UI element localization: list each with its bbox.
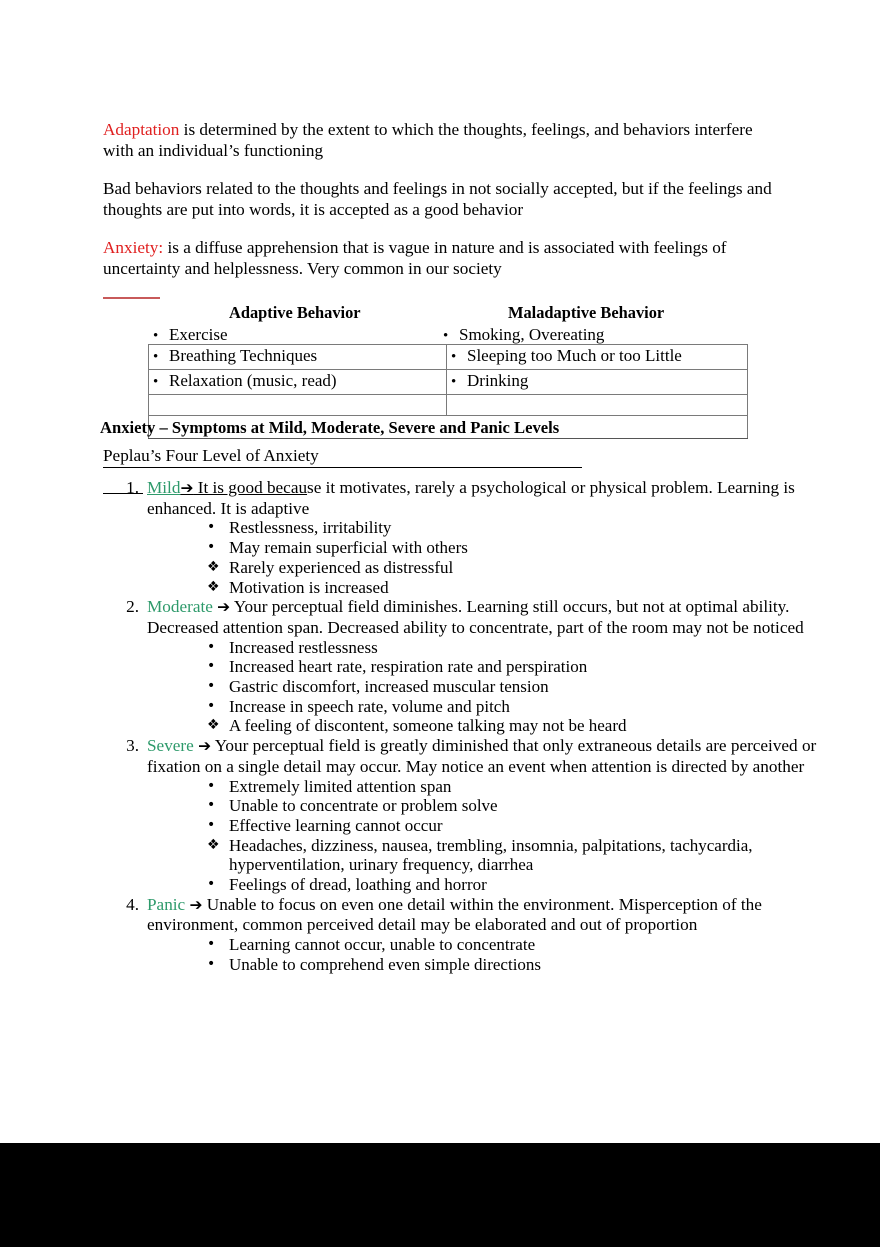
behavior-table-top-row (103, 325, 778, 345)
level-lead (147, 895, 822, 935)
list-item-level-4 (126, 894, 822, 975)
bullet-text: Rarely experienced as distressful (229, 557, 454, 577)
bullet-dot-icon: • (207, 816, 216, 833)
table-row-footer (149, 416, 748, 439)
behavior-table (100, 344, 748, 439)
list-item (207, 935, 822, 955)
bullet-diamond-icon: ❖ (207, 717, 220, 734)
bullet-diamond-icon: ❖ (207, 578, 220, 595)
bullet-diamond-icon: ❖ (207, 836, 220, 853)
list-item (207, 697, 822, 717)
bullet-text: Feelings of dread, loathing and horror (229, 875, 487, 895)
level-lead (147, 597, 822, 637)
arrow-icon: ➔ (198, 737, 212, 756)
bullet-text: Learning cannot occur, unable to concentrate (229, 935, 536, 955)
bullet-dot-icon: • (207, 936, 216, 953)
level-lead-rest: Unable to focus on even one detail within the environment. Misperception of the environment, common perceived detail may be elaborated and out of proportion (147, 894, 762, 935)
list-item (207, 538, 822, 558)
paragraph-bad-behaviors (103, 179, 778, 220)
cell-footer (100, 416, 748, 439)
bullet-text: Restlessness, irritability (229, 518, 392, 538)
bottom-black-band (0, 1143, 880, 1247)
arrow-icon: ➔ (180, 479, 194, 497)
bullet-text: May remain superficial with others (229, 538, 468, 558)
bullet-dot-icon: • (207, 777, 216, 794)
header-maladaptive-behavior: Maladaptive Behavior (508, 303, 665, 322)
paragraph-adaptation-text: is determined by the extent to which the thoughts, feelings, and behaviors interfere with an individual’s functioning (103, 120, 753, 160)
list-item-level-1 (126, 478, 822, 597)
bullet-dot-icon: • (207, 638, 216, 655)
list-number: 3 . (119, 736, 139, 756)
bullet-text: Increase in speech rate, volume and pitch (229, 696, 510, 716)
bullet-dot-icon: • (207, 519, 216, 536)
table-row (149, 370, 748, 395)
list-number: 1 . (119, 478, 139, 498)
level-label-mild: Mild (147, 478, 181, 497)
arrow-icon: ➔ (217, 598, 231, 617)
paragraph-anxiety (103, 238, 778, 279)
bullet-dot-icon: • (207, 876, 216, 893)
list-item (207, 638, 822, 658)
bullet-text: Increased heart rate, respiration rate and perspiration (229, 657, 588, 677)
peplau-heading: Peplau’s Four Level of Anxiety (103, 446, 582, 468)
header-adaptive-behavior: Adaptive Behavior (229, 303, 361, 322)
level-4-bullets (147, 935, 822, 974)
footer-text: Anxiety – Symptoms at Mild, Moderate, Severe and Panic Levels (100, 418, 560, 437)
list-number: 2 . (119, 597, 139, 617)
level-lead-underlined: It is good becau (193, 478, 308, 497)
list-item (207, 836, 822, 875)
bullet-text: Effective learning cannot occur (229, 815, 443, 835)
bullet-dot-icon: • (207, 955, 216, 972)
bullet-text: Extremely limited attention span (229, 776, 452, 796)
cell-maladaptive: • Sleeping too Much or too Little (447, 345, 748, 370)
table-row-empty (149, 395, 748, 416)
list-number: 4 . (119, 895, 139, 915)
level-1-bullets (147, 518, 822, 597)
cell-adaptive: • Breathing Techniques (149, 345, 447, 370)
level-lead-rest: Your perceptual field is greatly diminished that only extraneous details are perceived or fixation on a single detail may occur. May notice an event when attention is directed by another (147, 736, 817, 776)
arrow-icon: ➔ (189, 895, 203, 914)
paragraph-anxiety-text: is a diffuse apprehension that is vague in nature and is associated with feelings of uncertainty and helplessness. Very common in our society (103, 238, 727, 278)
level-lead (147, 478, 822, 518)
bullet-text: Gastric discomfort, increased muscular tension (229, 677, 549, 697)
red-horizontal-rule (103, 297, 160, 299)
bullet-text: Unable to concentrate or problem solve (229, 796, 498, 816)
bullet-text: A feeling of discontent, someone talking may not be heard (229, 716, 627, 736)
list-item (207, 816, 822, 836)
paragraph-bad-behaviors-text: Bad behaviors related to the thoughts and feelings in not socially accepted, but if the feelings and thoughts are put into words, it is accepted as a good behavior (103, 179, 772, 219)
anxiety-levels-list (103, 478, 822, 975)
behavior-table-headers (103, 303, 778, 325)
list-item-level-3 (126, 736, 822, 895)
level-label-panic: Panic (147, 894, 186, 914)
table-row (149, 345, 748, 370)
cell-maladaptive: • Drinking (447, 370, 748, 395)
top-row-adaptive-item: • Exercise (153, 325, 228, 346)
bullet-dot-icon: • (207, 697, 216, 714)
level-label-severe: Severe (147, 736, 194, 756)
list-item (207, 518, 822, 538)
bullet-dot-icon: • (207, 678, 216, 695)
bullet-text: Motivation is increased (229, 577, 389, 597)
level-lead-rest: Your perceptual field diminishes. Learning still occurs, but not at optimal ability. Decreased attention span. Decreased ability to concentrate, part of the room may not be noticed (147, 597, 804, 637)
list-item (207, 677, 822, 697)
level-lead (147, 736, 822, 776)
bullet-text: Increased restlessness (229, 637, 378, 657)
paragraph-adaptation (103, 120, 778, 161)
list-item (207, 777, 822, 797)
list-item (207, 657, 822, 677)
list-item (207, 875, 822, 895)
level-2-bullets (147, 638, 822, 737)
top-row-maladaptive-item: • Smoking, Overeating (443, 325, 604, 346)
keyword-adaptation: Adaptation (103, 120, 180, 139)
bullet-text: Headaches, dizziness, nausea, trembling, insomnia, palpitations, tachycardia, hyperventilation, urinary frequency, diarrhea (229, 835, 753, 875)
bullet-dot-icon: • (207, 539, 216, 556)
list-item (207, 955, 822, 975)
level-label-moderate: Moderate (147, 597, 213, 617)
level-lead-rest: se it motivates, rarely a psychological or physical problem. Learning is enhanced. It is adaptive (147, 478, 795, 518)
cell-maladaptive-empty (447, 395, 748, 416)
list-item (207, 716, 822, 736)
list-item (207, 796, 822, 816)
level-3-bullets (147, 777, 822, 895)
list-item (207, 558, 822, 578)
cell-adaptive-empty (149, 395, 447, 416)
document-body (103, 120, 778, 297)
list-item (207, 578, 822, 598)
keyword-anxiety: Anxiety: (103, 238, 164, 257)
cell-adaptive: • Relaxation (music, read) (149, 370, 447, 395)
list-item-level-2 (126, 597, 822, 736)
bullet-dot-icon: • (207, 797, 216, 814)
bullet-diamond-icon: ❖ (207, 558, 220, 575)
bullet-dot-icon: • (207, 658, 216, 675)
bullet-text: Unable to comprehend even simple directions (229, 954, 542, 974)
